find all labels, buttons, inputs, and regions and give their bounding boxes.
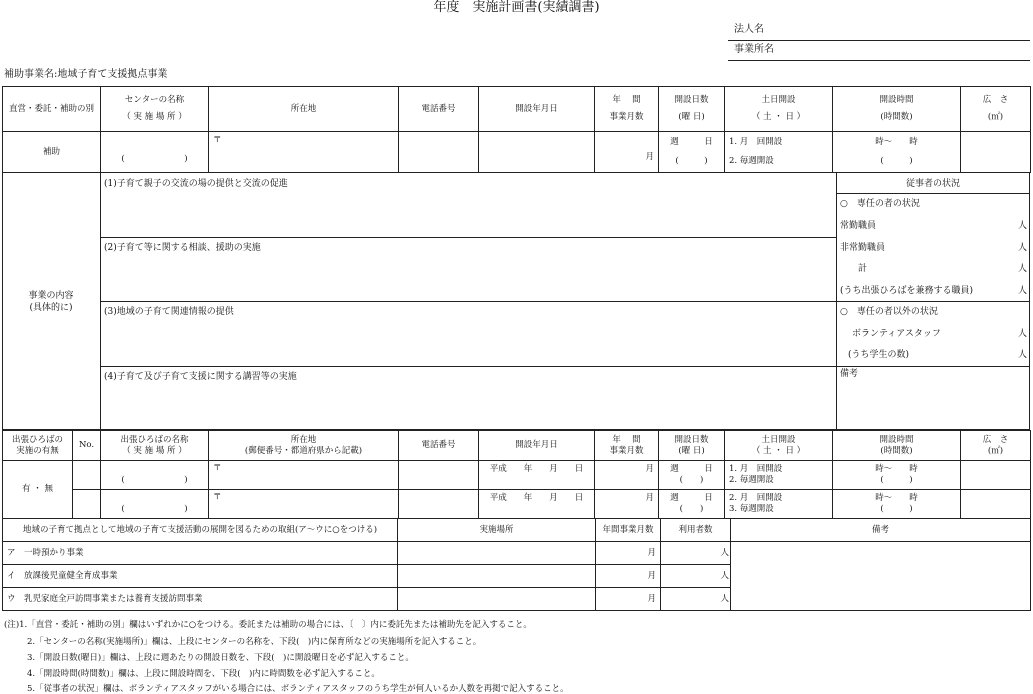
activity-users-c[interactable]: 人 — [661, 588, 731, 611]
staff-full-time: 常勤職員 — [840, 221, 877, 231]
activities-remarks-header: 備考 — [731, 519, 1031, 542]
branch-days-cell-2[interactable]: 週 日 ( ) — [659, 490, 725, 519]
content-item-2[interactable]: (2)子育て等に関する相談、援助の実施 — [104, 243, 261, 253]
branch-hours-cell-2[interactable]: 時～ 時 ( ) — [833, 490, 961, 519]
staff-students: (うち学生の数) — [848, 350, 910, 360]
branch-months-header: 年 間 事業月数 — [595, 431, 659, 461]
col-address-header: 所在地 — [209, 87, 399, 132]
branch-hours-cell-1[interactable]: 時～ 時 ( ) — [833, 461, 961, 490]
staff-unit-4: 人 — [1018, 286, 1028, 296]
activity-months-c[interactable]: 月 — [596, 588, 661, 611]
branch-months-cell-1[interactable]: 月 — [595, 461, 659, 490]
staff-unit-2: 人 — [1018, 243, 1028, 253]
area-cell[interactable] — [961, 132, 1031, 173]
staff-non-dedicated: ○ 専任の者以外の状況 — [840, 307, 938, 317]
activity-item-a[interactable]: ア 一時預かり事業 — [3, 542, 398, 565]
branch-name-cell-2[interactable]: ( ) — [101, 490, 209, 519]
note-2: 2.「センターの名称(実施場所)」欄は、上段にセンターの名称を、下段( )内に保育所などの実施場所を記入すること。 — [27, 637, 482, 647]
staff-unit-3: 人 — [1018, 264, 1028, 274]
content-label-sub: (具体的に) — [29, 303, 73, 313]
staff-header: 従事者の状況 — [905, 179, 960, 189]
note-5: 5.「従事者の状況」欄は、ボランティアスタッフがいる場合には、ボランティアスタッフのうち学生が何人いるか人数を再掲で記入すること。 — [27, 684, 569, 694]
activities-users-header: 利用者数 — [661, 519, 731, 542]
months-cell[interactable]: 月 — [595, 132, 659, 173]
activity-place-b[interactable] — [398, 565, 596, 588]
branch-no-cell-1[interactable] — [73, 461, 101, 490]
weekend-cell[interactable]: 1. 月 回開設 2. 毎週開設 — [725, 132, 833, 173]
activity-months-a[interactable]: 月 — [596, 542, 661, 565]
activity-users-b[interactable]: 人 — [661, 565, 731, 588]
branch-weekend-cell-2[interactable]: 2. 月 回開設 3. 毎週開設 — [725, 490, 833, 519]
activity-users-a[interactable]: 人 — [661, 542, 731, 565]
days-cell[interactable]: 週 日 ( ) — [659, 132, 725, 173]
activity-place-c[interactable] — [398, 588, 596, 611]
col-center-name-header: センターの名称 （ 実 施 場 所 ） — [101, 87, 209, 132]
branch-phone-cell-2[interactable] — [399, 490, 479, 519]
hours-cell[interactable]: 時～ 時 ( ) — [833, 132, 961, 173]
branch-no-header: No. — [73, 431, 101, 461]
branch-address-cell-1[interactable]: 〒 — [209, 461, 399, 490]
branch-has-none-cell[interactable]: 有 ・ 無 — [3, 461, 73, 519]
office-name-line — [728, 60, 1030, 61]
activity-place-a[interactable] — [398, 542, 596, 565]
col-area-header: 広 さ (㎡) — [961, 87, 1031, 132]
staff-unit-1: 人 — [1018, 221, 1028, 231]
branch-weekend-cell-1[interactable]: 1. 月 回開設 2. 毎週開設 — [725, 461, 833, 490]
staff-unit-5: 人 — [1018, 329, 1028, 339]
activity-item-c[interactable]: ウ 乳児家庭全戸訪問事業または養育支援訪問事業 — [3, 588, 398, 611]
staff-part-time: 非常勤職員 — [840, 243, 886, 253]
col-months-header: 年 間 事業月数 — [595, 87, 659, 132]
activities-months-header: 年間事業月数 — [596, 519, 661, 542]
staff-volunteer: ボランティアスタッフ — [852, 329, 941, 339]
activities-table — [2, 518, 1031, 611]
note-1: (注)1.「直営・委託・補助の別」欄はいずれかに○をつける。委託または補助の場合には、〔 〕内に委託先または補助先を記入すること。 — [4, 620, 532, 630]
staff-unit-6: 人 — [1018, 350, 1028, 360]
content-item-1[interactable]: (1)子育て親子の交流の場の提供と交流の促進 — [104, 179, 288, 189]
branch-days-cell-1[interactable]: 週 日 ( ) — [659, 461, 725, 490]
project-name: 補助事業名:地域子育て支援拠点事業 — [4, 69, 168, 80]
col-days-header: 開設日数 (曜 日) — [659, 87, 725, 132]
phone-cell[interactable] — [399, 132, 479, 173]
activities-header: 地域の子育て拠点として地域の子育て支援活動の展開を図るための取組(ア～ウに○をつける) — [3, 519, 398, 542]
branch-days-header: 開設日数 (曜 日) — [659, 431, 725, 461]
branch-table — [2, 430, 1031, 519]
branch-weekend-header: 土日開設 （ 土 ・ 日 ） — [725, 431, 833, 461]
activity-item-b[interactable]: イ 放課後児童健全育成事業 — [3, 565, 398, 588]
col-hours-header: 開設時間 (時間数) — [833, 87, 961, 132]
staff-concurrent: (うち出張ひろばを兼務する職員) — [840, 286, 974, 296]
staff-dedicated: ○ 専任の者の状況 — [840, 199, 920, 209]
col-phone-header: 電話番号 — [399, 87, 479, 132]
branch-area-header: 広 さ (㎡) — [961, 431, 1031, 461]
branch-date-cell-1[interactable]: 平成 年 月 日 — [479, 461, 595, 490]
note-4: 4.「開設時間(時間数)」欄は、上段に開設時間を、下段( )内に時間数を必ず記入すること。 — [27, 669, 380, 679]
branch-address-cell-2[interactable]: 〒 — [209, 490, 399, 519]
activity-remarks-cell[interactable] — [731, 542, 1031, 611]
center-info-table — [2, 86, 1031, 173]
content-item-3[interactable]: (3)地域の子育て関連情報の提供 — [104, 307, 234, 317]
col-type-header: 直営・委託・補助の別 — [3, 87, 101, 132]
content-item-4[interactable]: (4)子育て及び子育て支援に関する講習等の実施 — [104, 372, 297, 382]
activity-months-b[interactable]: 月 — [596, 565, 661, 588]
corp-name-line — [728, 40, 1030, 41]
branch-open-date-header: 開設年月日 — [479, 431, 595, 461]
office-name-label: 事業所名 — [734, 44, 774, 55]
branch-months-cell-2[interactable]: 月 — [595, 490, 659, 519]
branch-area-cell-1[interactable] — [961, 461, 1031, 490]
branch-hours-header: 開設時間 (時間数) — [833, 431, 961, 461]
branch-name-header: 出張ひろばの名称 （ 実 施 場 所 ） — [101, 431, 209, 461]
type-cell[interactable]: 補助 — [3, 132, 101, 173]
note-3: 3.「開設日数(曜日)」欄は、上段に週あたりの開設日数を、下段( )に開設曜日を必ず記入すること。 — [27, 653, 414, 663]
col-open-date-header: 開設年月日 — [479, 87, 595, 132]
branch-phone-cell-1[interactable] — [399, 461, 479, 490]
address-cell[interactable]: 〒 — [209, 132, 399, 173]
branch-address-header: 所在地 (郵便番号・都道府県から記載) — [209, 431, 399, 461]
branch-phone-header: 電話番号 — [399, 431, 479, 461]
col-weekend-header: 土日開設 （ 土 ・ 日 ） — [725, 87, 833, 132]
branch-no-cell-2[interactable] — [73, 490, 101, 519]
branch-name-cell-1[interactable]: ( ) — [101, 461, 209, 490]
staff-total: 計 — [858, 264, 868, 274]
corp-name-label: 法人名 — [734, 24, 764, 35]
content-label: 事業の内容 — [28, 291, 74, 301]
open-date-cell[interactable] — [479, 132, 595, 173]
branch-has-header: 出張ひろばの 実施の有無 — [3, 431, 73, 461]
branch-date-cell-2[interactable]: 平成 年 月 日 — [479, 490, 595, 519]
center-name-cell[interactable]: ( ) — [101, 132, 209, 173]
branch-area-cell-2[interactable] — [961, 490, 1031, 519]
staff-remarks: 備考 — [840, 369, 859, 379]
activities-place-header: 実施場所 — [398, 519, 596, 542]
page-title: 年度 実施計画書(実績調書) — [433, 0, 600, 15]
